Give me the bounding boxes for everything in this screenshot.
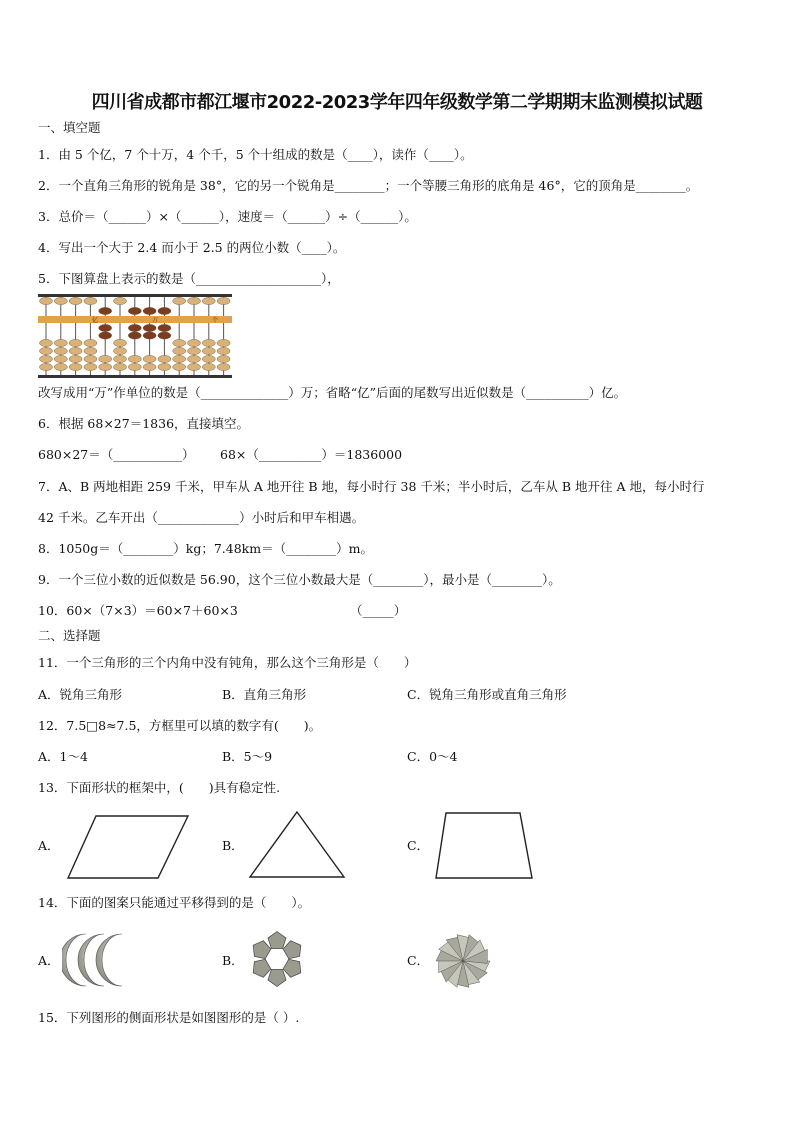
question-3: 3．总价＝（______）×（______），速度＝（______）÷（______）。 (38, 209, 417, 224)
question-2: 2．一个直角三角形的锐角是 38°，它的另一个锐角是________；一个等腰三角形的底角是 46°，它的顶角是________。 (38, 178, 699, 193)
trapezoid-icon (434, 811, 534, 881)
question-14: 14．下面的图案只能通过平移得到的是（ ）。 (38, 895, 311, 910)
question-12: 12．7.5□8≈7.5，方框里可以填的数字有( )。 (38, 718, 322, 733)
pinwheel-icon (434, 932, 492, 990)
pentagon-ring-icon (246, 930, 308, 988)
question-12-option-c: C．0～4 (407, 749, 458, 764)
question-9: 9．一个三位小数的近似数是 56.90，这个三位小数最大是（________），最小是（________）。 (38, 572, 561, 587)
question-10: 10．60×（7×3）＝60×7＋60×3 (38, 603, 238, 618)
question-4: 4．写出一个大于 2.4 而小于 2.5 的两位小数（____）。 (38, 240, 346, 255)
crescent-moons-icon (62, 930, 132, 990)
question-13-option-c: C． (407, 838, 430, 853)
question-14-option-c: C． (407, 953, 430, 968)
question-13-option-a: A． (38, 838, 60, 853)
question-13: 13．下面形状的框架中，( )具有稳定性. (38, 780, 281, 795)
question-1: 1．由 5 个亿，7 个十万，4 个千，5 个十组成的数是（____），读作（____）。 (38, 147, 473, 162)
section-fill-blank: 一、填空题 (38, 120, 101, 135)
abacus-label-yi: 亿 (92, 317, 99, 324)
question-14-option-a: A． (38, 953, 60, 968)
question-12-option-b: B．5～9 (222, 749, 273, 764)
triangle-icon (248, 810, 346, 880)
abacus-label-ge: 个 (212, 317, 219, 324)
question-11-option-c: C．锐角三角形或直角三角形 (407, 687, 567, 702)
question-6-a: 680×27＝（___________） (38, 447, 195, 462)
question-6: 6．根据 68×27＝1836，直接填空。 (38, 416, 250, 431)
question-14-option-b: B． (222, 953, 244, 968)
abacus-image (38, 294, 232, 378)
question-8: 8．1050g＝（________）kg；7.48km＝（________）m。 (38, 541, 373, 556)
question-7-part-2: 42 千米。乙车开出（_____________）小时后和甲车相遇。 (38, 510, 365, 525)
abacus-label-wan: 万 (152, 317, 159, 324)
question-5: 5．下图算盘上表示的数是（____________________）， (38, 271, 340, 286)
question-6-b: 68×（__________）＝1836000 (220, 447, 403, 462)
question-13-option-b: B． (222, 838, 244, 853)
section-choice: 二、选择题 (38, 628, 101, 643)
page-title: 四川省成都市都江堰市2022-2023学年四年级数学第二学期期末监测模拟试题 (91, 92, 703, 113)
question-11-option-b: B．直角三角形 (222, 687, 307, 702)
parallelogram-icon (66, 814, 190, 880)
question-12-option-a: A．1～4 (38, 749, 88, 764)
question-15: 15．下列图形的侧面形状是如图图形的是（ ）. (38, 1010, 300, 1025)
question-11-option-a: A．锐角三角形 (38, 687, 123, 702)
question-5-part-2: 改写成用“万”作单位的数是（______________）万；省略“亿”后面的尾数写出近似数是（__________）亿。 (38, 385, 627, 400)
question-11: 11．一个三角形的三个内角中没有钝角，那么这个三角形是（ ） (38, 655, 417, 670)
question-10-answer: （_____） (350, 603, 407, 618)
question-7: 7．A、B 两地相距 259 千米，甲车从 A 地开往 B 地，每小时行 38 千米；半小时后，乙车从 B 地开往 A 地，每小时行 (38, 479, 705, 494)
